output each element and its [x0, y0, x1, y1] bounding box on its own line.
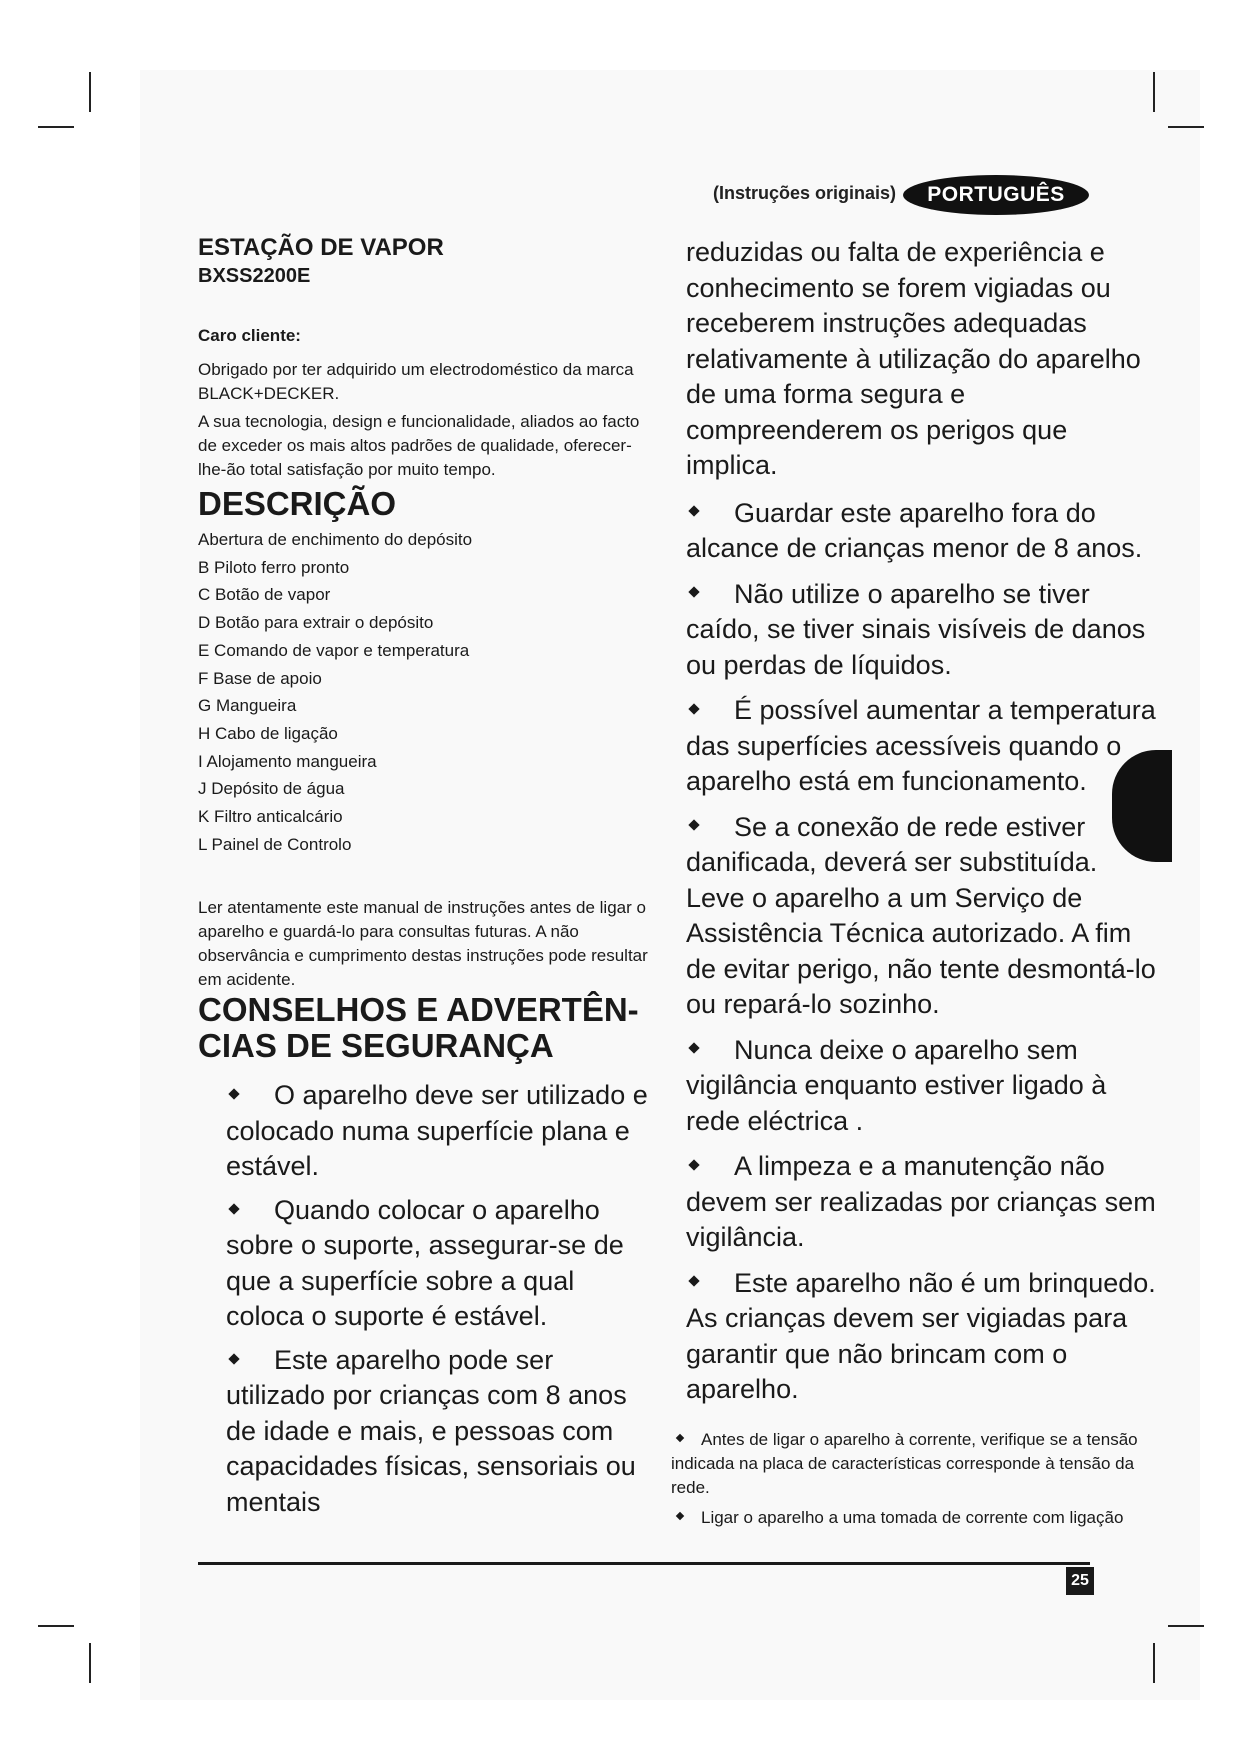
- original-instructions-label: (Instruções originais): [713, 183, 897, 203]
- diamond-bullet-icon: [688, 506, 699, 517]
- safety-list-right: [686, 496, 1161, 1408]
- safety-continuation: reduzidas ou falta de experiência e conhecimento se forem vigiadas ou receberem instruções adequadas relativamente à utilização do aparelho de uma forma segura e compreenderem os perigos que implica.: [686, 237, 1141, 480]
- read-notice: Ler atentamente este manual de instruções antes de ligar o aparelho e guardá-lo para consultas futuras. A não observância e cumprimento destas instruções pode resultar em acidente.: [198, 898, 648, 990]
- crop-mark: [1168, 126, 1204, 128]
- description-item: H Cabo de ligação: [198, 723, 338, 743]
- safety-item: Quando colocar o aparelho sobre o suporte, assegurar-se de que a superfície sobre a qual coloca o suporte é estável.: [226, 1194, 624, 1332]
- diamond-bullet-icon: [228, 1089, 239, 1100]
- safety-item: Se a conexão de rede estiver danificada, deverá ser substituída. Leve o aparelho a um Serviço de Assistência Técnica autorizado. A fim de evitar perigo, não tente desmontá-lo ou repará-lo sozinho.: [686, 811, 1156, 1019]
- description-item: D Botão para extrair o depósito: [198, 613, 434, 633]
- intro-paragraph: A sua tecnologia, design e funcionalidade, aliados ao facto de exceder os mais altos padrões de qualidade, oferecer-lhe-ão total satisfação por muito tempo.: [198, 412, 640, 479]
- footer-rule: [198, 1562, 1090, 1565]
- diamond-bullet-icon: [688, 587, 699, 598]
- diamond-bullet-icon: [688, 820, 699, 831]
- safety-item: O aparelho deve ser utilizado e colocado numa superfície plana e estável.: [226, 1080, 648, 1182]
- description-item: L Painel de Controlo: [198, 834, 352, 854]
- description-heading: DESCRIÇÃO: [198, 485, 397, 522]
- crop-mark: [38, 126, 74, 128]
- safety-item: Este aparelho pode ser utilizado por crianças com 8 anos de idade e mais, e pessoas com capacidades físicas, sensoriais ou mentais: [226, 1344, 636, 1517]
- description-item: E Comando de vapor e temperatura: [198, 640, 470, 660]
- section-thumb-tab: [1112, 750, 1172, 862]
- safety-list-left: [226, 1078, 648, 1520]
- crop-mark: [38, 1625, 74, 1627]
- right-column: [671, 235, 1161, 1536]
- diamond-bullet-icon: [688, 1159, 699, 1170]
- description-item: C Botão de vapor: [198, 585, 331, 605]
- description-item: B Piloto ferro pronto: [198, 557, 350, 577]
- diamond-bullet-icon: [676, 1434, 684, 1442]
- crop-mark: [1153, 1643, 1155, 1683]
- description-item: G Mangueira: [198, 696, 297, 716]
- diamond-bullet-icon: [228, 1203, 239, 1214]
- safety-item: Não utilize o aparelho se tiver caído, se tiver sinais visíveis de danos ou perdas de líquidos.: [686, 578, 1146, 680]
- greeting: Caro cliente:: [198, 326, 301, 345]
- safety-item: Guardar este aparelho fora do alcance de crianças menor de 8 anos.: [686, 497, 1143, 563]
- crop-mark: [89, 1643, 91, 1683]
- description-item: I Alojamento mangueira: [198, 751, 377, 771]
- crop-mark: [1168, 1625, 1204, 1627]
- safety-item: É possível aumentar a temperatura das superfícies acessíveis quando o aparelho está em funcionamento.: [686, 695, 1156, 796]
- description-item: K Filtro anticalcário: [198, 807, 343, 827]
- description-item: J Depósito de água: [198, 779, 345, 799]
- left-column: [198, 232, 648, 1528]
- safety-list-small: [671, 1428, 1161, 1530]
- diamond-bullet-icon: [676, 1512, 684, 1520]
- product-title: ESTAÇÃO DE VAPOR: [198, 234, 444, 261]
- safety-item: Este aparelho não é um brinquedo. As crianças devem ser vigiadas para garantir que não brincam com o aparelho.: [686, 1267, 1156, 1404]
- diamond-bullet-icon: [688, 1043, 699, 1054]
- description-item: F Base de apoio: [198, 668, 322, 688]
- safety-item: A limpeza e a manutenção não devem ser realizadas por crianças sem vigilância.: [686, 1151, 1156, 1252]
- diamond-bullet-icon: [688, 1276, 699, 1287]
- diamond-bullet-icon: [228, 1353, 239, 1364]
- crop-mark: [89, 72, 91, 112]
- language-badge: PORTUGUÊS: [903, 175, 1089, 215]
- product-model: BXSS2200E: [198, 265, 311, 287]
- page-number: 25: [1066, 1567, 1094, 1595]
- safety-item: Nunca deixe o aparelho sem vigilância enquanto estiver ligado à rede eléctrica .: [686, 1034, 1107, 1136]
- safety-note: Antes de ligar o aparelho à corrente, verifique se a tensão indicada na placa de características corresponde à tensão da rede.: [671, 1429, 1138, 1497]
- description-item: Abertura de enchimento do depósito: [198, 530, 473, 549]
- diamond-bullet-icon: [688, 703, 699, 714]
- safety-heading: CONSELHOS E ADVERTÊN-CIAS DE SEGURANÇA: [198, 991, 639, 1065]
- crop-mark: [1153, 72, 1155, 112]
- safety-note: Ligar o aparelho a uma tomada de corrente com ligação: [671, 1506, 1161, 1530]
- intro-paragraph: Obrigado por ter adquirido um electrodoméstico da marca BLACK+DECKER.: [198, 360, 634, 403]
- description-list: [198, 526, 648, 858]
